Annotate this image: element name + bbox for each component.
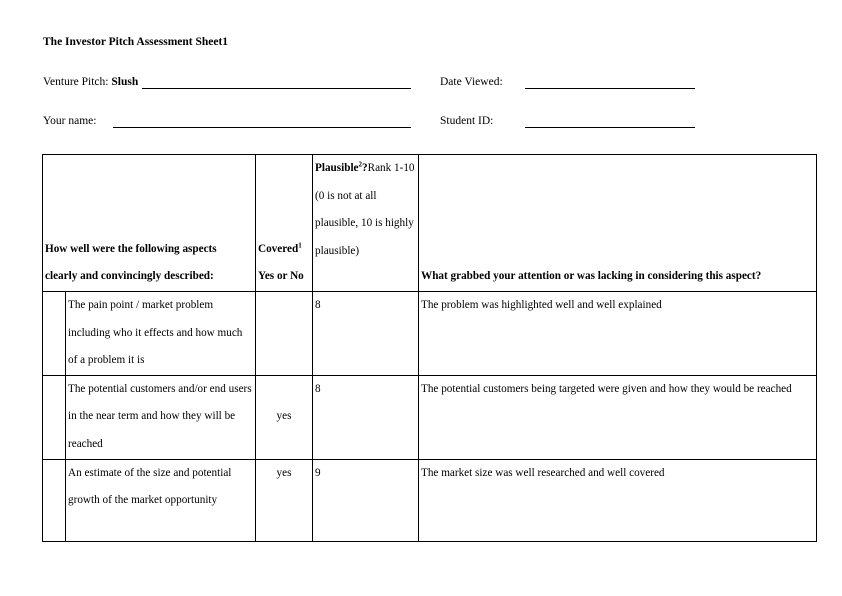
header-plausible-label: Plausible (315, 162, 359, 174)
venture-pitch-line[interactable] (142, 76, 411, 89)
footnote-2: 2 (358, 160, 363, 169)
header-plausible (313, 155, 419, 292)
plausible-cell[interactable]: 8 (313, 375, 419, 459)
date-viewed-label: Date Viewed: (440, 76, 503, 88)
row-indent-cell (43, 375, 66, 459)
table-row (43, 292, 817, 376)
table-row (43, 375, 817, 459)
plausible-cell[interactable]: 8 (313, 292, 419, 376)
header-plausible-note: (0 is not at all plausible, 10 is highly plausible) (315, 189, 414, 257)
venture-pitch-field (43, 76, 138, 88)
header-aspects-line2: clearly and convincingly described: (45, 270, 214, 283)
header-covered-sub: Yes or No (258, 270, 304, 283)
venture-pitch-label: Venture Pitch: (43, 76, 109, 88)
your-name-label: Your name: (43, 115, 97, 127)
your-name-input[interactable] (113, 115, 411, 128)
header-covered (256, 155, 313, 292)
aspect-cell: The potential customers and/or end users in the near term and how they will be reached (66, 375, 256, 459)
header-attention: What grabbed your attention or was lacking in considering this aspect? (419, 155, 817, 292)
aspect-cell: The pain point / market problem including who it effects and how much of a problem it is (66, 292, 256, 376)
document-title: The Investor Pitch Assessment Sheet1 (43, 36, 229, 48)
comment-cell[interactable]: The market size was well researched and well covered (419, 459, 817, 541)
header-aspects (43, 155, 256, 292)
header-plausible-q: ? (362, 162, 368, 174)
covered-cell[interactable]: yes (256, 375, 313, 459)
header-covered-label: Covered (258, 242, 299, 255)
date-viewed-input[interactable] (525, 76, 695, 89)
header-plausible-rank: Rank 1-10 (367, 162, 415, 174)
student-id-input[interactable] (525, 115, 695, 128)
table-row (43, 459, 817, 541)
header-aspects-line1: How well were the following aspects (45, 242, 217, 255)
comment-cell[interactable]: The potential customers being targeted were given and how they would be reached (419, 375, 817, 459)
row-indent-cell (43, 292, 66, 376)
plausible-cell[interactable]: 9 (313, 459, 419, 541)
covered-cell[interactable]: yes (256, 459, 313, 541)
table-header-row (43, 155, 817, 292)
footnote-1: 1 (298, 241, 302, 250)
assessment-table (42, 154, 817, 542)
aspect-cell: An estimate of the size and potential growth of the market opportunity (66, 459, 256, 541)
student-id-label: Student ID: (440, 115, 494, 127)
row-indent-cell (43, 459, 66, 541)
covered-cell[interactable] (256, 292, 313, 376)
venture-pitch-value[interactable]: Slush (111, 76, 139, 88)
comment-cell[interactable]: The problem was highlighted well and well explained (419, 292, 817, 376)
